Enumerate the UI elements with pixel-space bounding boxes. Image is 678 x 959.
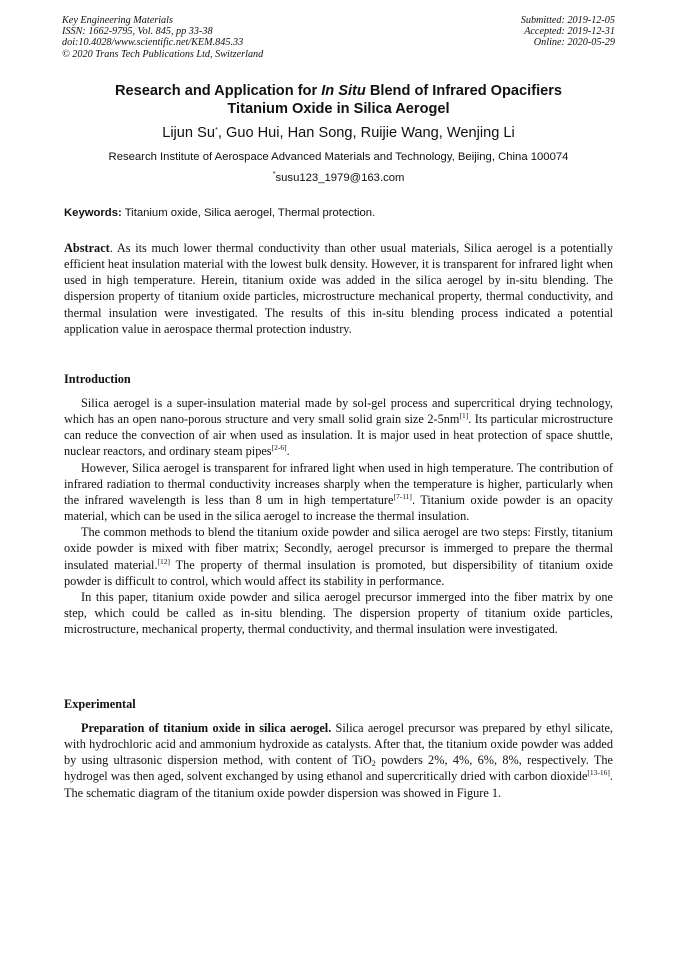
author-list: [62, 124, 615, 142]
subsection-heading: Preparation of titanium oxide in silica aerogel.: [81, 721, 332, 735]
title-line-2: Titanium Oxide in Silica Aerogel: [227, 100, 450, 117]
abstract-text: . As its much lower thermal conductivity than other usual materials, Silica aerogel is a potentially efficient heat insulation material with the lowest bulk density. However, it is transparent for infrared light when used in high temperature. Herein, titanium oxide was added in the silica aerogel by in-situ blending. The dispersion property of titanium oxide particles, microstructure mechanical property, thermal conductivity, and thermal insulation were investigated. The results of this in-situ blending process indicated a potential application value in aerospace thermal protection industry.: [64, 241, 613, 336]
introduction-heading: Introduction: [64, 372, 131, 386]
citation[interactable]: [1]: [459, 411, 469, 421]
citation[interactable]: [7-11]: [393, 491, 412, 501]
email-mark: *: [272, 169, 276, 178]
introduction-body: [64, 395, 613, 637]
online-date: Online: 2020-05-29: [533, 37, 615, 49]
title-line-1: Research and Application for In Situ Blend of Infrared Opacifiers: [114, 83, 563, 99]
submitted-date: Submitted: 2019-12-05: [520, 15, 615, 26]
title-italic: In Situ: [321, 83, 366, 99]
abstract-label: Abstract: [64, 241, 110, 255]
copyright-line: © 2020 Trans Tech Publications Ltd, Switzerland: [62, 48, 264, 60]
affiliation: Research Institute of Aerospace Advanced Materials and Technology, Beijing, China 100074: [108, 151, 569, 163]
contact-email: [62, 171, 615, 185]
issn-line: ISSN: 1662-9795, Vol. 845, pp 33-38: [62, 26, 213, 38]
doi-line[interactable]: doi:10.4028/www.scientific.net/KEM.845.33: [62, 37, 244, 49]
intro-paragraph-4: In this paper, titanium oxide powder and silica aerogel precursor immerged into the fiber matrix by one step, which could be called as in-situ blending. The dispersion property of titanium oxide particles, microstructure, mechanical property, thermal conductivity, and thermal insulation were investigated.: [64, 589, 613, 637]
experimental-paragraph-1: Preparation of titanium oxide in silica aerogel. Silica aerogel precursor was prepared by ethyl silicate, with hydrochloric acid and ammonium hydroxide as catalysts. After that, the titanium oxide powder was added by using ultrasonic dispersion method, with content of TiO$_2$ powders 2%, 4%, 6%, 8%, respectively. The hydrogel was then aged, solvent exchanged by using ethanol and supercritically dried with carbon dioxide[13-16]. The schematic diagram of the titanium oxide powder dispersion was showed in Figure 1.: [64, 721, 613, 800]
keywords: [64, 206, 617, 220]
subscript: 2: [371, 759, 376, 769]
email-address[interactable]: susu123_1979@163.com: [275, 172, 405, 184]
journal-info: [62, 15, 263, 60]
experimental-heading: Experimental: [64, 697, 136, 711]
abstract: [64, 240, 613, 337]
citation[interactable]: [2-6]: [271, 443, 287, 453]
journal-name: Key Engineering Materials: [62, 15, 173, 26]
publication-dates: [521, 15, 615, 49]
corresponding-mark: *: [214, 125, 218, 134]
keywords-label: Keywords:: [64, 207, 122, 219]
citation[interactable]: [12]: [157, 556, 171, 566]
intro-paragraph-1: Silica aerogel is a super-insulation material made by sol-gel process and supercritical drying technology, which has an open nano-porous structure and very small solid grain size 2-5nm[1]. Its particular microstructure can reduce the convection of air when used as insulation. It is major used in heat protection of space shuttle, nuclear reactors, and ordinary steam pipes[2-6].: [64, 396, 613, 459]
author-first: Lijun Su: [162, 125, 215, 141]
citation[interactable]: [13-16]: [587, 768, 610, 778]
author-rest: , Guo Hui, Han Song, Ruijie Wang, Wenjing Li: [217, 125, 515, 141]
paper-title: [62, 83, 615, 118]
keywords-text: Titanium oxide, Silica aerogel, Thermal protection.: [121, 207, 376, 219]
intro-paragraph-3: The common methods to blend the titanium oxide powder and silica aerogel are two steps: Firstly, titanium oxide powder is mixed with fiber matrix; Secondly, aerogel precursor is immerged to prepare the thermal insulated material.[12] The property of thermal insulation is promoted, but dispersibility of titanium oxide powder is difficult to control, which would affect its stability in performance.: [64, 525, 613, 588]
accepted-date: Accepted: 2019-12-31: [524, 26, 615, 38]
experimental-body: [64, 720, 613, 801]
intro-paragraph-2: However, Silica aerogel is transparent for infrared light when used in high temperature. The contribution of infrared radiation to thermal conductivity increases sharply when the temperature is higher, particularly when the infrared wavelength is less than 8 um in high tempertature[7-11]. Titanium oxide powder is an opacity material, which can be used in the silica aerogel to increase the thermal insulation.: [64, 460, 613, 524]
